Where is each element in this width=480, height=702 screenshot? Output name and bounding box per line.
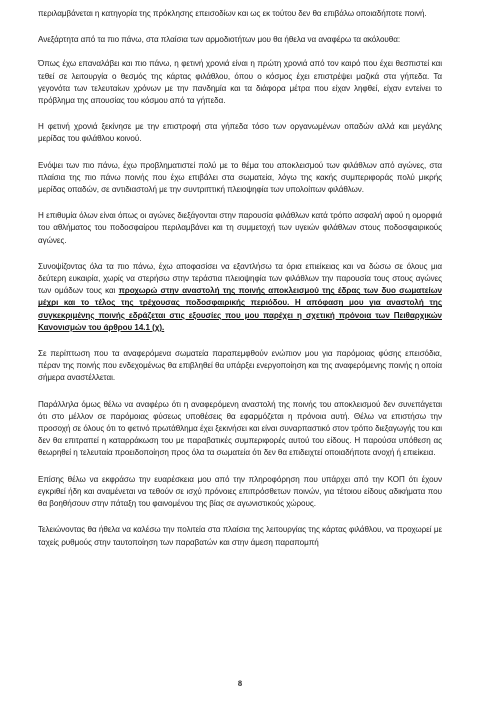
summary-text: Συνοψίζοντας όλα τα πιο πάνω, έχω αποφασίσει να εξαντλήσω τα όρια επιείκειας και να δώσω σε όλους μια δεύτερη ευκαιρία, χωρίς να στερήσω στην τεράστια πλειοψηφία των φιλάθλων την παρουσία τους στους αγώνες των ομάδων τους και [38,261,442,296]
paragraph-concern: Ενόψει των πιο πάνω, έχω προβληματιστεί πολύ με το θέμα του αποκλεισμού των φιλάθλων από αγώνες, στα πλαίσια της πιο πάνω ποινής που έχω επιβάλει στα σωματεία, λόγω της κακής συμπεριφοράς πολύ μικρής μερίδας οπαδών, σε αντιδιαστολή με την συντριπτική πλειοψηφία των υπολοίπων φιλάθλων. [38,160,442,195]
paragraph-intro: Ανεξάρτητα από τα πιο πάνω, στα πλαίσια των αρμοδιοτήτων μου θα ήθελα να αναφέρω τα ακόλουθα: [38,35,401,45]
paragraph-return-of-fans: Όπως έχω επαναλάβει και πιο πάνω, η φετινή χρονιά είναι η πρώτη χρονιά από τον καιρό που έχει θεσπιστεί και τεθεί σε λειτουργία ο θεσμός της κάρτας φιλάθλου, όπου ο κόσμος έχει επιστρέψει μαζικά στα γήπεδα. Τα γεγονότα των τελευταίων χρόνων με την πανδημία και τα διάφορα μέτρα που είχαν ληφθεί, είχαν εντείνει το πρόβλημα της απουσίας του κόσμου από τα γήπεδα. [38,59,442,106]
paragraph-reactivation: Σε περίπτωση που τα αναφερόμενα σωματεία παραπεμφθούν ενώπιον μου για παρόμοιας φύσης επεισόδια, πέραν της ποινής που ενδεχομένως θα επιβληθεί θα υπάρξει ενεργοποίηση και της αναφερόμενης ποινής η οποία σήμερα αναστέλλεται. [38,349,442,383]
paragraph-penalty-note: περιλαμβάνεται η κατηγορία της πρόκλησης επεισοδίων και ως εκ τούτου δεν θα επιβάλω οποιαδήποτε ποινή. [38,9,427,18]
page-number: 8 [237,678,243,688]
paragraph-kop-satisfaction: Επίσης θέλω να εκφράσω την ευαρέσκεια μου από την πληροφόρηση που υπάρχει από την ΚΟΠ ότι έχουν εγκριθεί ήδη και αναμένεται να τεθούν σε ισχύ πρόνοιες επιπρόσθετων ποινών, για τέτοιου είδους αδικήματα που θα βοηθήσουν στην πάταξη του φαινομένου της βίας σε αγωνιστικούς χώρους. [38,474,442,509]
summary-decision-emphasis: προχωρώ στην αναστολή της ποινής αποκλεισμού της έδρας των δυο σωματείων μέχρι και το τέλος της τρέχουσας ποδοσφαιρικής περιόδου. Η απόφαση μου για αναστολή της συγκεκριμένης ποινής εδράζεται στις εξουσίες που μου παρέχει η σχετική πρόνοια των Πειθαρχικών Κανονισμών του άρθρου 14.1 (χ). [38,286,442,332]
paragraph-wish: Η επιθυμία όλων είναι όπως οι αγώνες διεξάγονται στην παρουσία φιλάθλων κατά τρόπο ασφαλή αφού η ομορφιά του αθλήματος του ποδοσφαίρου περιλαμβάνει και τη συμμετοχή των υγειών φιλάθλων στους ποδοσφαιρικούς αγώνες. [38,211,442,245]
paragraph-warning: Παράλληλα όμως θέλω να αναφέρω ότι η αναφερόμενη αναστολή της ποινής του αποκλεισμού δεν συνεπάγεται ότι στο μέλλον σε παρόμοιας φύσεως υποθέσεις θα εφαρμόζεται η πρόνοια αυτή. Θέλω να επιστήσω την προσοχή σε όλους ότι το φετινό πρωτάθλημα έχει ξεκινήσει και είναι συναρπαστικό στον τρόπο διεξαγωγής του και δεν θα επιτραπεί η καταρράκωση του με παραβατικές συμπεριφορές αυτού του είδους. Η παρούσα υπόθεση ας θεωρηθεί η τελευταία προειδοποίηση προς όλα τα σωματεία ότι δεν θα επιδειχτεί οποιαδήποτε ανοχή ή επιείκεια. [38,399,442,458]
paragraph-season-start: Η φετινή χρονιά ξεκίνησε με την επιστροφή στα γήπεδα τόσο των οργανωμένων οπαδών αλλά και μεγάλης μερίδας του φιλάθλου κοινού. [38,122,442,144]
paragraph-summary-decision [38,261,442,334]
paragraph-closing: Τελειώνοντας θα ήθελα να καλέσω την πολιτεία στα πλαίσια της λειτουργίας της κάρτας φιλάθλου, να προχωρεί με ταχείς ρυθμούς στην ταυτοποίηση των παραβατών και στην άμεση παραπομπή [38,525,442,547]
